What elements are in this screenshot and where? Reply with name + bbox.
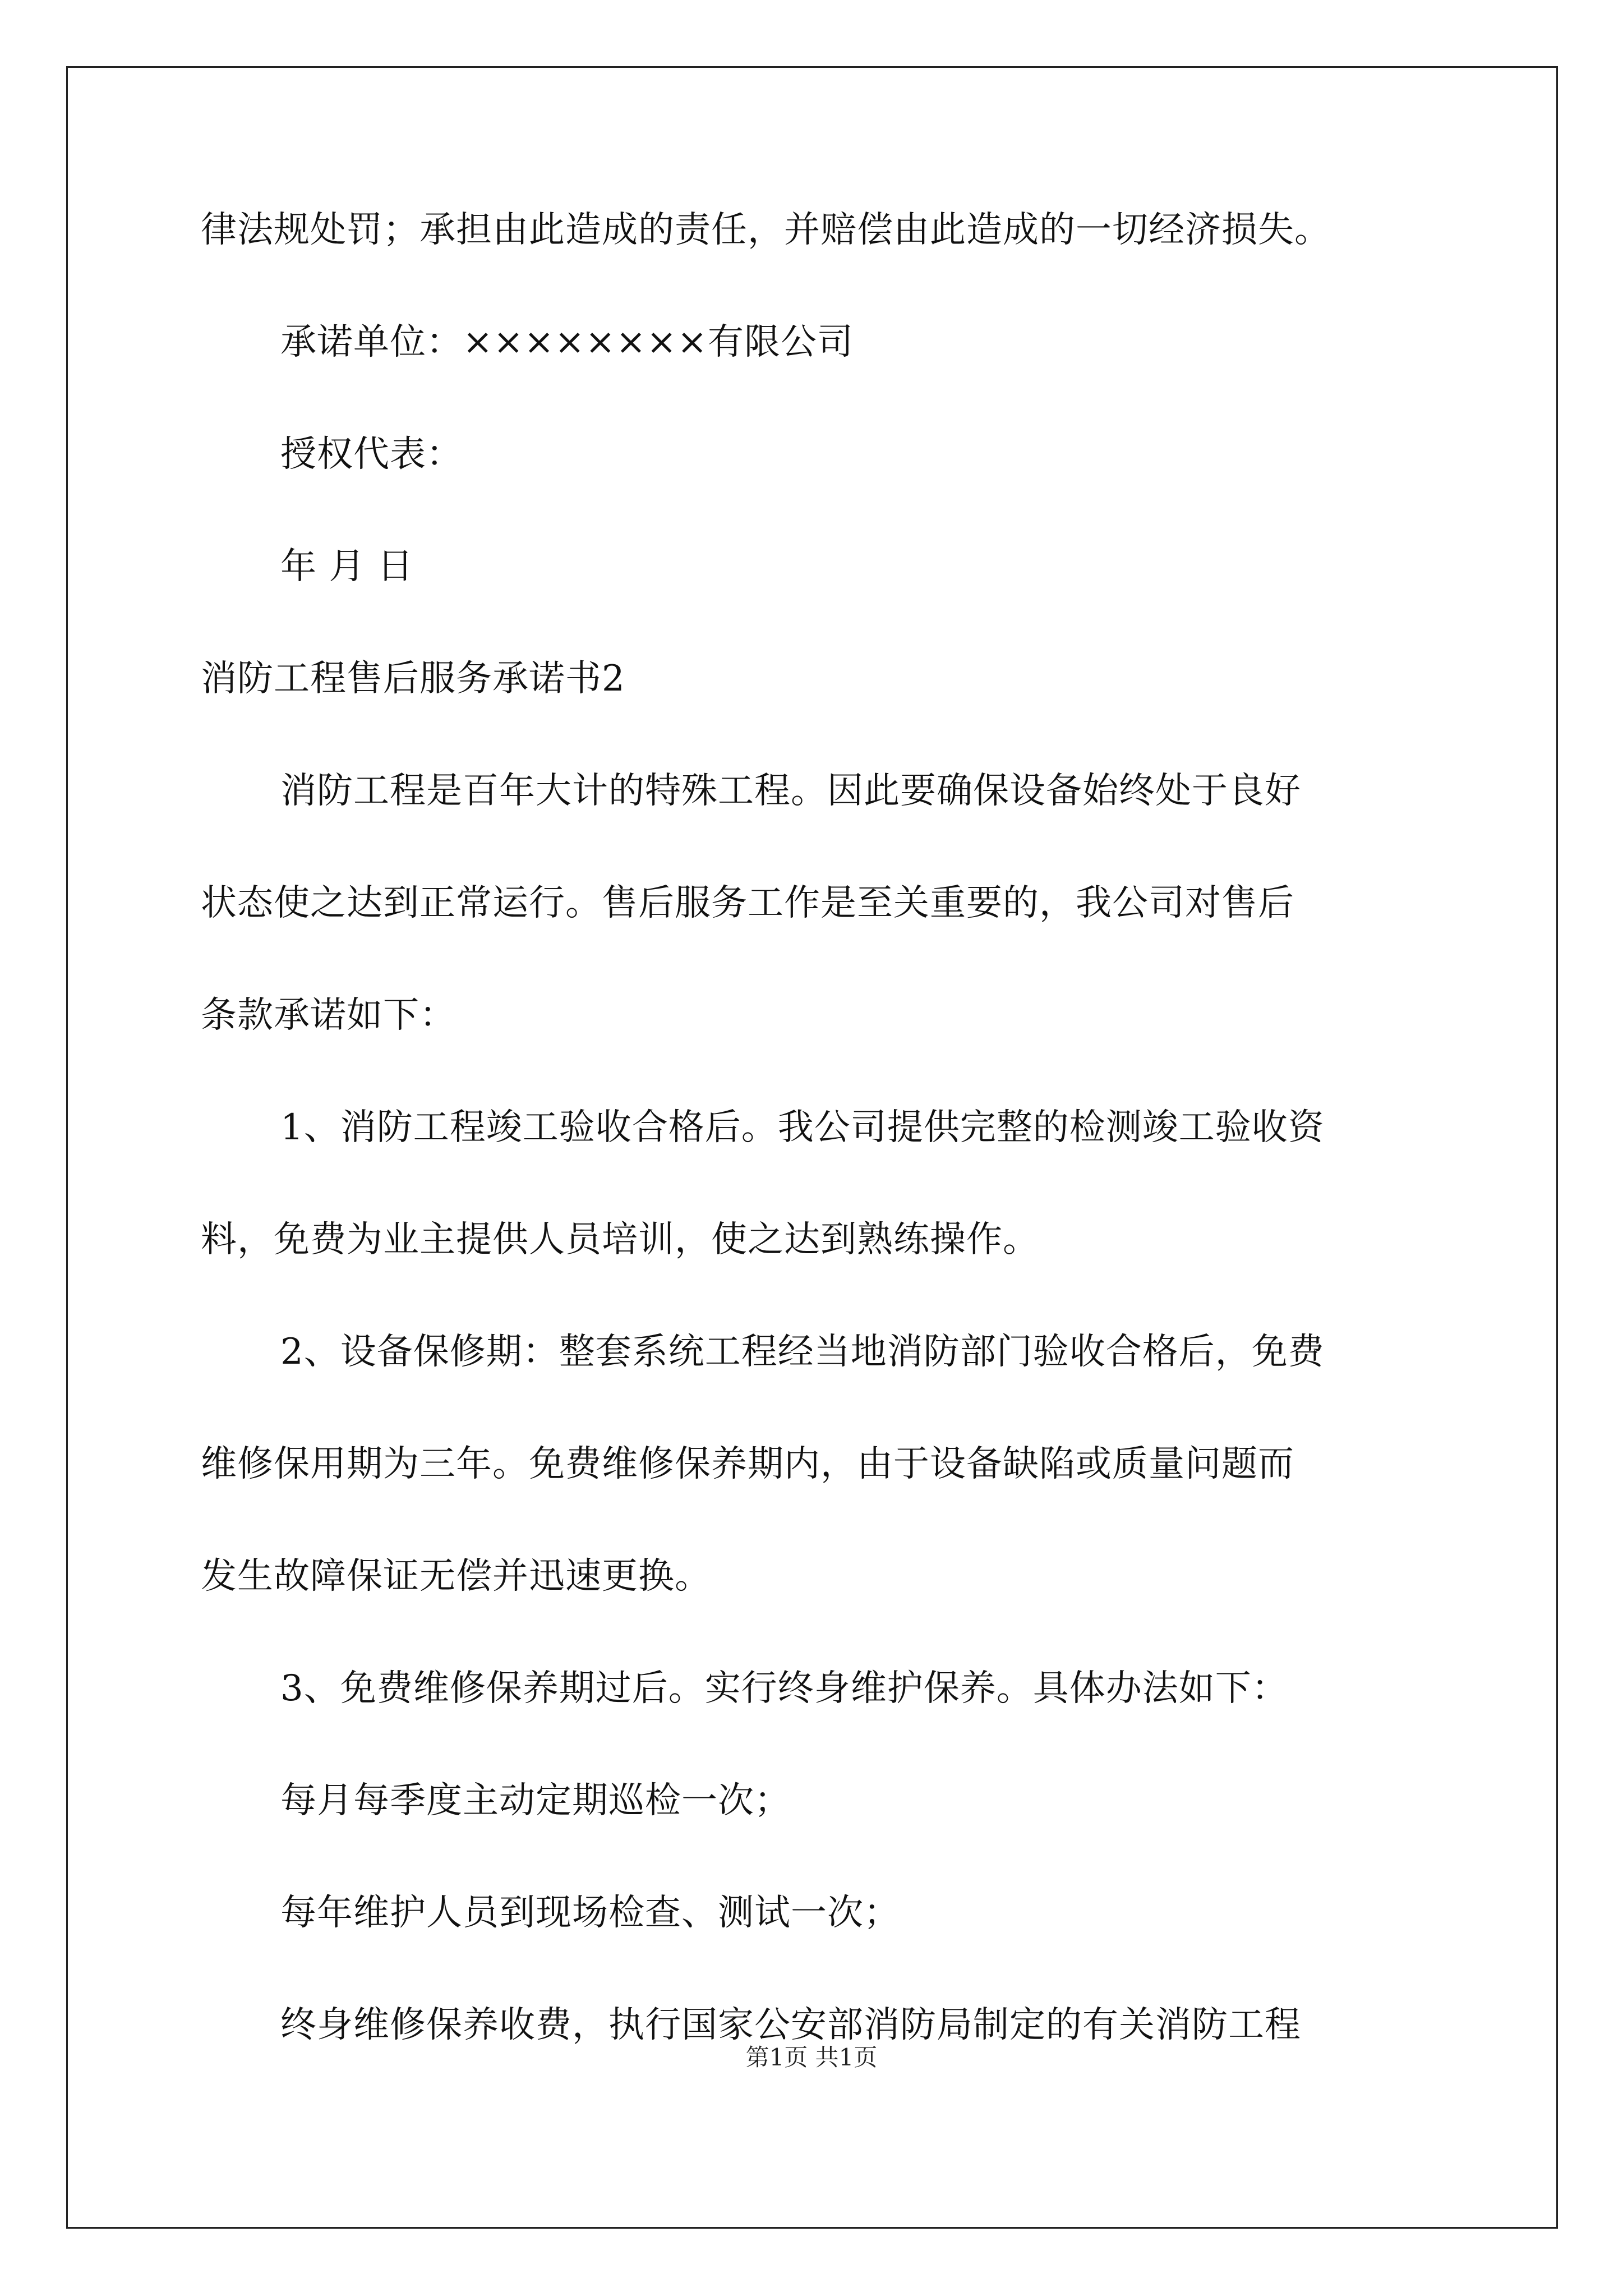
section-title: 消防工程售后服务承诺书2 [201, 658, 625, 700]
authorized-representative-line: 授权代表： [280, 434, 463, 475]
paragraph-line: 2、设备保修期：整套系统工程经当地消防部门验收合格后，免费 [280, 1331, 1325, 1373]
paragraph-line: 发生故障保证无偿并迅速更换。 [201, 1556, 711, 1597]
list-item: 每月每季度主动定期巡检一次； [280, 1780, 791, 1821]
paragraph-line: 3、免费维修保养期过后。实行终身维护保养。具体办法如下： [280, 1668, 1288, 1709]
paragraph-line: 1、消防工程竣工验收合格后。我公司提供完整的检测竣工验收资 [280, 1107, 1325, 1148]
paragraph-line: 律法规处罚；承担由此造成的责任，并赔偿由此造成的一切经济损失。 [201, 209, 1331, 251]
paragraph-line: 维修保用期为三年。免费维修保养期内，由于设备缺陷或质量问题而 [201, 1443, 1294, 1485]
signing-unit-line: 承诺单位：××××××××有限公司 [280, 321, 854, 363]
list-item: 每年维护人员到现场检查、测试一次； [280, 1892, 900, 1934]
paragraph-line: 条款承诺如下： [201, 995, 456, 1036]
paragraph-line: 状态使之达到正常运行。售后服务工作是至关重要的，我公司对售后 [201, 882, 1294, 924]
list-item: 终身维修保养收费，执行国家公安部消防局制定的有关消防工程 [280, 2004, 1301, 2046]
paragraph-line: 消防工程是百年大计的特殊工程。因此要确保设备始终处于良好 [280, 770, 1301, 812]
date-line: 年 月 日 [280, 546, 414, 587]
paragraph-line: 料，免费为业主提供人员培训，使之达到熟练操作。 [201, 1219, 1039, 1260]
page-number-footer: 第1页 共1页 [745, 2044, 878, 2071]
